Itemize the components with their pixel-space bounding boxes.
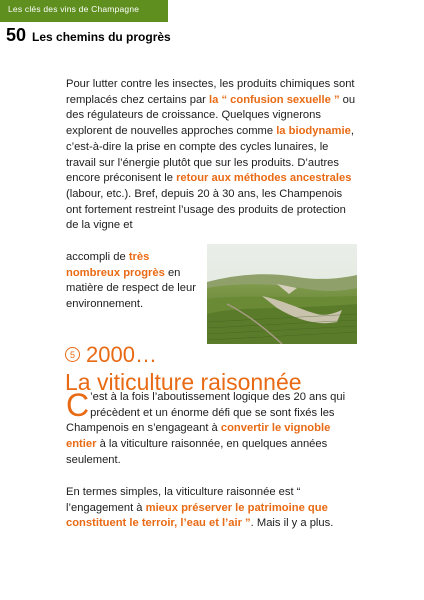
page-header	[6, 25, 171, 47]
highlight-patrimoine: mieux préserver le patrimoine que constituent le terroir, l’eau et l’air ”	[66, 501, 328, 530]
highlight-convertir: convertir le vignoble entier	[66, 422, 331, 451]
page-number: 50	[6, 25, 27, 45]
heading-title: La viticulture raisonnée	[65, 369, 302, 395]
running-head-band	[0, 0, 168, 22]
text-run: (labour, etc.). Bref, depuis 20 à 30 ans, les Champenois ont fortement restreint l’usage des produits de protection de la vigne et	[66, 187, 346, 232]
highlight-progres: très nombreux progrès	[66, 251, 165, 279]
body-paragraph-1	[66, 387, 356, 469]
text-run: ’est à la fois l’aboutissement logique des 20 ans qui précèdent et un énorme défi que se sont fixés les Champenois en s’engageant à	[66, 391, 346, 435]
section-title: Les chemins du progrès	[32, 30, 171, 44]
text-run: Pour lutter contre les insectes, les produits chimiques sont remplacés chez certains par	[66, 78, 355, 106]
body-paragraph-2	[66, 485, 356, 532]
intro-paragraph	[66, 77, 356, 234]
running-head: Les clés des vins de Champagne	[8, 4, 140, 14]
section-heading	[65, 343, 302, 394]
highlight-confusion: la “ confusion sexuelle ”	[209, 93, 340, 106]
section-number-badge: 5	[65, 347, 80, 362]
intro-continuation	[66, 250, 206, 313]
text-run: , c’est-à-dire la prise en compte des cycles lunaires, le travail sur l’énergie plutôt que sur les produits. D’autres encore préconisent le	[66, 125, 354, 185]
highlight-biodynamie: la biodynamie	[276, 125, 351, 138]
highlight-methodes: retour aux méthodes ancestrales	[176, 172, 352, 185]
text-run: ou des régulateurs de croissance. Quelques vignerons explorent de nouvelles approches comme	[66, 93, 356, 138]
text-run: accompli de	[66, 251, 129, 263]
vineyard-photo	[207, 244, 357, 344]
heading-year: 2000…	[86, 342, 157, 367]
text-run: à la viticulture raisonnée, en quelques années seulement.	[66, 438, 328, 466]
drop-cap: C	[66, 387, 90, 423]
text-run: En termes simples, la viticulture raisonnée est “ l’engagement à	[66, 486, 301, 514]
text-run: . Mais il y a plus.	[250, 517, 334, 530]
text-run: en matière de respect de leur environnement.	[66, 266, 196, 311]
